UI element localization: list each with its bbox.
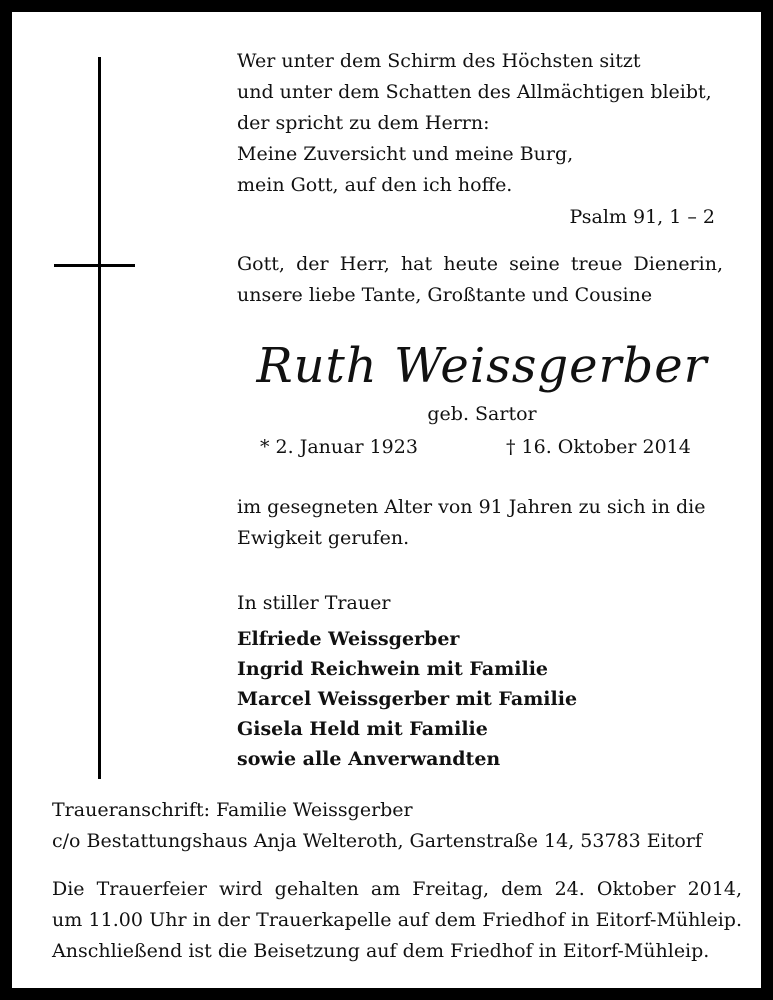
psalm-reference: Psalm 91, 1 – 2	[569, 206, 715, 228]
psalm-quote	[237, 46, 737, 201]
mourner-name: Marcel Weissgerber mit Familie	[237, 688, 578, 710]
ceremony-line: Anschließend ist die Beisetzung auf dem Friedhof in Eitorf-Mühleip.	[52, 940, 710, 962]
mourning-address	[52, 795, 752, 857]
ceremony-line: um 11.00 Uhr in der Trauerkapelle auf dem Friedhof in Eitorf-Mühleip.	[52, 909, 742, 931]
psalm-line: Wer unter dem Schirm des Höchsten sitzt	[237, 50, 641, 72]
intro-line: Gott, der Herr, hat heute seine treue Dienerin,	[237, 253, 723, 275]
psalm-line: mein Gott, auf den ich hoffe.	[237, 174, 513, 196]
mourner-name: sowie alle Anverwandten	[237, 748, 501, 770]
address-line: Traueranschrift: Familie Weissgerber	[52, 799, 413, 821]
death-date: † 16. Oktober 2014	[506, 436, 691, 458]
intro-text	[237, 249, 737, 311]
age-line: im gesegneten Alter von 91 Jahren zu sich in die	[237, 496, 706, 518]
intro-line: unsere liebe Tante, Großtante und Cousine	[237, 284, 653, 306]
birth-date: * 2. Januar 1923	[260, 436, 418, 458]
mourner-name: Ingrid Reichwein mit Familie	[237, 658, 549, 680]
mourners-list	[237, 624, 737, 774]
age-line: Ewigkeit gerufen.	[237, 527, 410, 549]
ceremony-info	[52, 874, 742, 967]
age-text	[237, 492, 737, 554]
cross-horizontal-bar	[54, 264, 135, 267]
address-line: c/o Bestattungshaus Anja Welteroth, Gartenstraße 14, 53783 Eitorf	[52, 830, 702, 852]
birth-name: geb. Sartor	[427, 403, 537, 425]
deceased-name: Ruth Weissgerber	[256, 338, 708, 394]
cross-vertical-bar	[98, 57, 101, 779]
psalm-line: Meine Zuversicht und meine Burg,	[237, 143, 574, 165]
psalm-line: der spricht zu dem Herrn:	[237, 112, 490, 134]
mourning-heading-text: In stiller Trauer	[237, 592, 391, 614]
mourner-name: Gisela Held mit Familie	[237, 718, 488, 740]
ceremony-line: Die Trauerfeier wird gehalten am Freitag, dem 24. Oktober 2014,	[52, 878, 742, 900]
psalm-line: und unter dem Schatten des Allmächtigen bleibt,	[237, 81, 712, 103]
mourning-heading	[237, 588, 737, 619]
mourner-name: Elfriede Weissgerber	[237, 628, 460, 650]
